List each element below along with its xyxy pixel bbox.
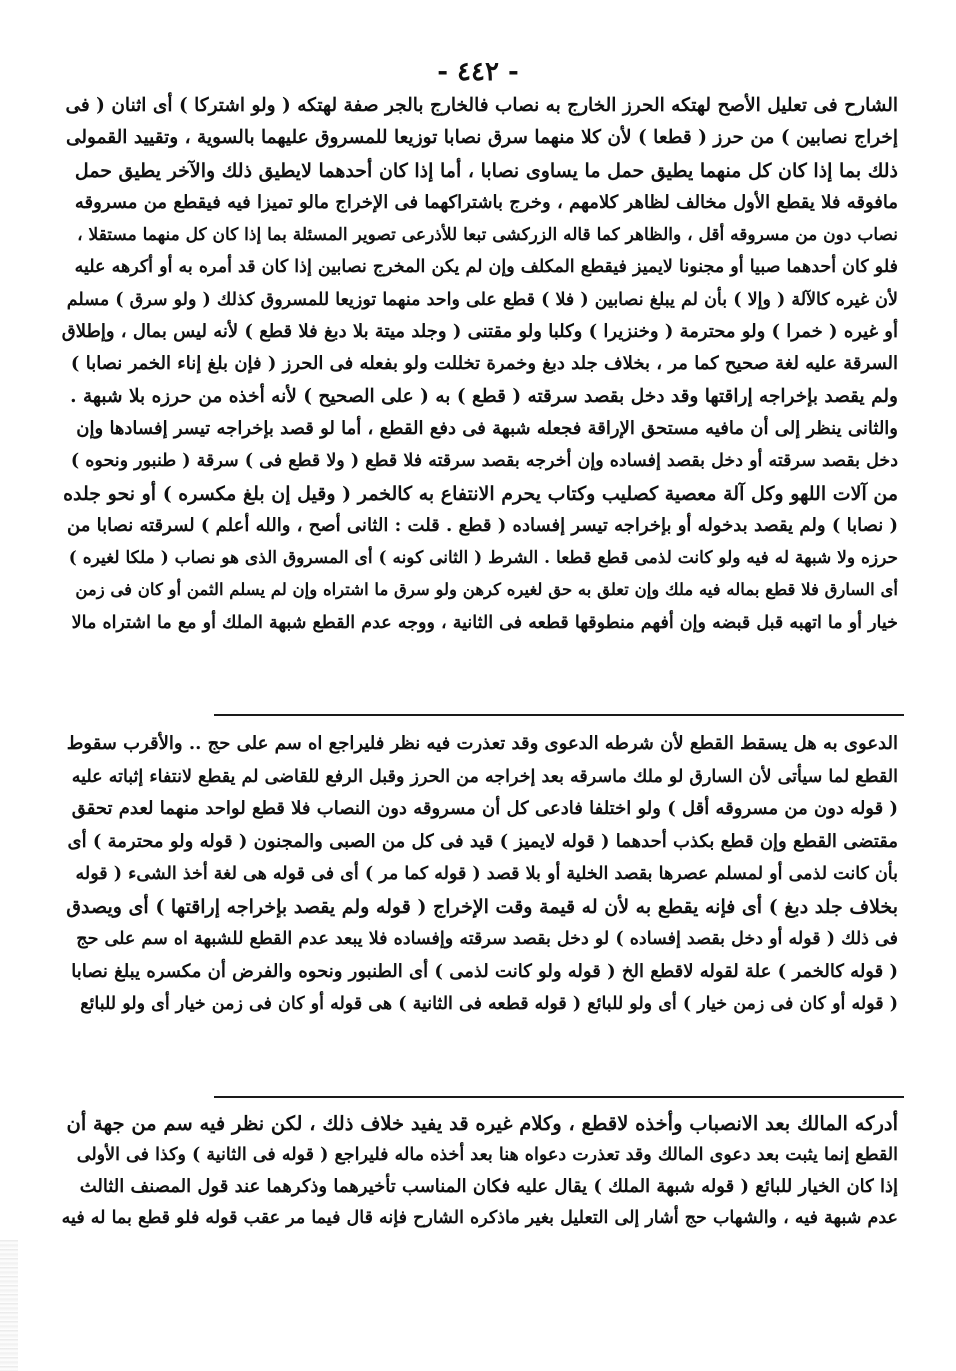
footnote-line: فى ذلك ( قوله أو دخل بقصد إفساده ) لو دخل بقصد سرقته وإفساده فلا يبعد عدم القطع للشبهة اه سم على حج (76, 929, 898, 949)
footnote-line: إذا كان الخيار للبائع ( قوله شبهة الملك ) يقال عليه فكان المناسب تأخيرهما وذكرهما عند قول المصنف الثالث (79, 1176, 898, 1197)
main-text-line: أى السارق فلا قطع بماله فيه ملك وإن تعلق به حق لغيره كرهن ولو سرق ما اشتراه وإن لم يسلم الثمن أو كان فى زمن (75, 580, 898, 600)
main-text-line: من آلات اللهو وكل آلة معصية كصليب وكتاب يحرم الانتفاع به كالخمر ( وقيل إن بلغ مكسره ) أو نحو جلده (63, 482, 898, 505)
footnote-divider (214, 1096, 904, 1098)
footnote-line: القطع إنما يثبت بعد دعوى المالك وقد تعذرت دعواه هنا بعد أخذه ماله فليراجع ( قوله فى الثانية ) وكذا فى الأولى (76, 1144, 898, 1165)
main-text-line: السرقة عليه لغة صحيح كما مر ، بخلاف جلد دبغ وخمرة تخللت ولو بفعله فى الحرز ( فإن بلغ إناء الخمر نصابا ) (70, 353, 898, 375)
footnote-line: ( قوله دون من مسروقه أقل ) ولو اختلفا فادعى كل أن مسروقه دون النصاب فلا قطع لواحد منهما لعدم تحقق (71, 798, 898, 819)
main-text-line: إخراج نصابين ) من حرز ( قطعا ) لأن كلا منهما سرق نصابا توزيعا للمسروق عليهما بالسوية ، وتقييد القمولى (66, 127, 898, 149)
footnote-line: بخلاف جلد دبغ ) أى فإنه يقطع به لأن له قيمة وقت الإخراج ( قوله ولم يقصد بإخراجه إراقتها ) أى ويصدق (66, 895, 898, 918)
main-text-block (62, 90, 898, 639)
footnote-line: مقتضى القطع وإن قطع بكذب أحدهما ( قوله لايميز ) قيد فى كل من الصبى والمجنون ( قوله ولو محترمة ) أى (67, 830, 898, 852)
main-text-line: مافوقه فلا يقطع الأول مخالف لظاهر كلامهم ، وخرج باشتراكهما فى الإخراج مالو تميزا فيه فيقطع من مسروقه (74, 191, 898, 213)
main-text-line: أو غيره ( خمرا ) ولو محترمة ( وخنزيرا ) وكلبا ولو مقتنى ( وجلد ميتة بلا دبغ فلا قطع ) لأنه ليس بمال ، وإطلاق (62, 321, 898, 343)
footnote-line: القطع لما سيأتى لأن السارق لو ملك ماسرقه بعد إخراجه من الحرز وقبل الرفع للقاضى لم يقطع لانتفاء إثباته عليه (71, 766, 898, 787)
main-text-line: نصاب دون من مسروقه أقل ، والظاهر كما قاله الزركشى تبعا للأذرعى تصوير المسئلة بما إذا كان كل منهما مستقلا ، (77, 225, 898, 246)
main-text-line: خيار أو ما اتهبه قبل قبضه وإن أفهم منطوقها قطعه فى الثانية ، ووجه عدم القطع شبهة الملك أو مع ما اشتراه مالا (71, 612, 898, 633)
footnote-line: ( قوله أو كان فى زمن خيار ) أى ولو للبائع ( قوله قطعه فى الثانية ) هى قوله أو كان فى زمن خيار أى ولو للبائع (80, 994, 898, 1014)
main-text-line: والثانى ينظر إلى أن مافيه مستحق الإراقة فجعله شبهة فى دفع القطع ، أما لو قصد بإخراجه تيسر إفسادها وإن (76, 417, 898, 439)
footnote-divider (214, 714, 904, 716)
main-text-line: ( نصابا ) ولم يقصد بدخوله أو بإخراجه تيسر إفساده ( قطع . قلت : الثانى أصح ، والله أعلم ) لسرقته نصابا من (67, 514, 898, 536)
footnote-block-2 (62, 1108, 898, 1234)
footnote-line: أدركه المالك بعد الانصباب وأخذه لاقطع ، وكلام غيره قد يفيد خلاف ذلك ، لكن نظر فيه سم من جهة أن (66, 1112, 898, 1135)
footnote-line: ( قوله كالخمر ) علة لقوله لاقطع الخ ( قوله ولو كانت لذمى ) أى الطنبور ونحوه والفرض أن مكسره يبلغ نصابا (71, 960, 898, 982)
main-text-line: الشارح فى تعليل الأصح لهتكه الحرز الخارج به نصاب فالخارج بالجر صفة لهتكه ( ولو اشتركا ) أى اثنان ( فى (65, 95, 898, 116)
scan-edge-noise (0, 1240, 18, 1371)
footnote-line: بأن كانت لذمى أو لمسلم عصرها بقصد الخلية أو بلا قصد ( قوله كما مر ) أى فى قوله هى لغة أخذ الشىء ( قوله (75, 864, 898, 884)
footnote-line: عدم شبهة فيه ، والشهاب حج أشار إلى التعليل بغير ماذكره الشارح فإنه قال فيما مر عقب قوله فلو قطع بما له فيه (62, 1207, 898, 1228)
page-number: - ٤٤٢ - (437, 57, 519, 87)
main-text-line: فلو كان أحدهما صبيا أو مجنونا لايميز فيقطع المكلف وإن لم يكن المخرج نصابين إذا كان قد أمره به أو أكرهه عليه (74, 257, 898, 278)
main-text-line: لأن غيره كالآلة ( وإلا ) بأن لم يبلغ نصابين ( فلا ) قطع على واحد منهما توزيعا للمسروق كذلك ( ولو سرق ) مسلم (66, 289, 898, 310)
main-text-line: حرزه ولا شبهة له فيه ولو كانت لذمى قطع قطعا . الشرط ( الثانى كونه ) أى المسروق الذى هو نصاب ( ملكا لغيره ) (68, 548, 898, 569)
footnote-line: الدعوى به هل يسقط القطع لأن شرطه الدعوى وقد تعذرت فيه نظر فليراجع اه سم على حج .. والأقرب سقوط (66, 733, 898, 754)
main-text-line: دخل بقصد سرقته أو دخل بقصد إفساده وإن أخرجه بقصد سرقته فلا قطع ( ولا قطع فى ) سرقة ( طنبور ونحوه ) (70, 451, 898, 472)
footnote-block-1 (62, 728, 898, 1021)
main-text-line: ولم يقصد بإخراجه إراقتها وقد دخل بقصد سرقته ( قطع ) به ( على الصحيح ) لأنه أخذه من حرزه بلا شبهة . (70, 385, 898, 407)
main-text-line: ذلك بما إذا كان كل منهما يطيق حمل ما يساوى نصابا ، أما إذا كان أحدهما لايطيق ذلك والآخر يطيق حمل (74, 159, 898, 182)
